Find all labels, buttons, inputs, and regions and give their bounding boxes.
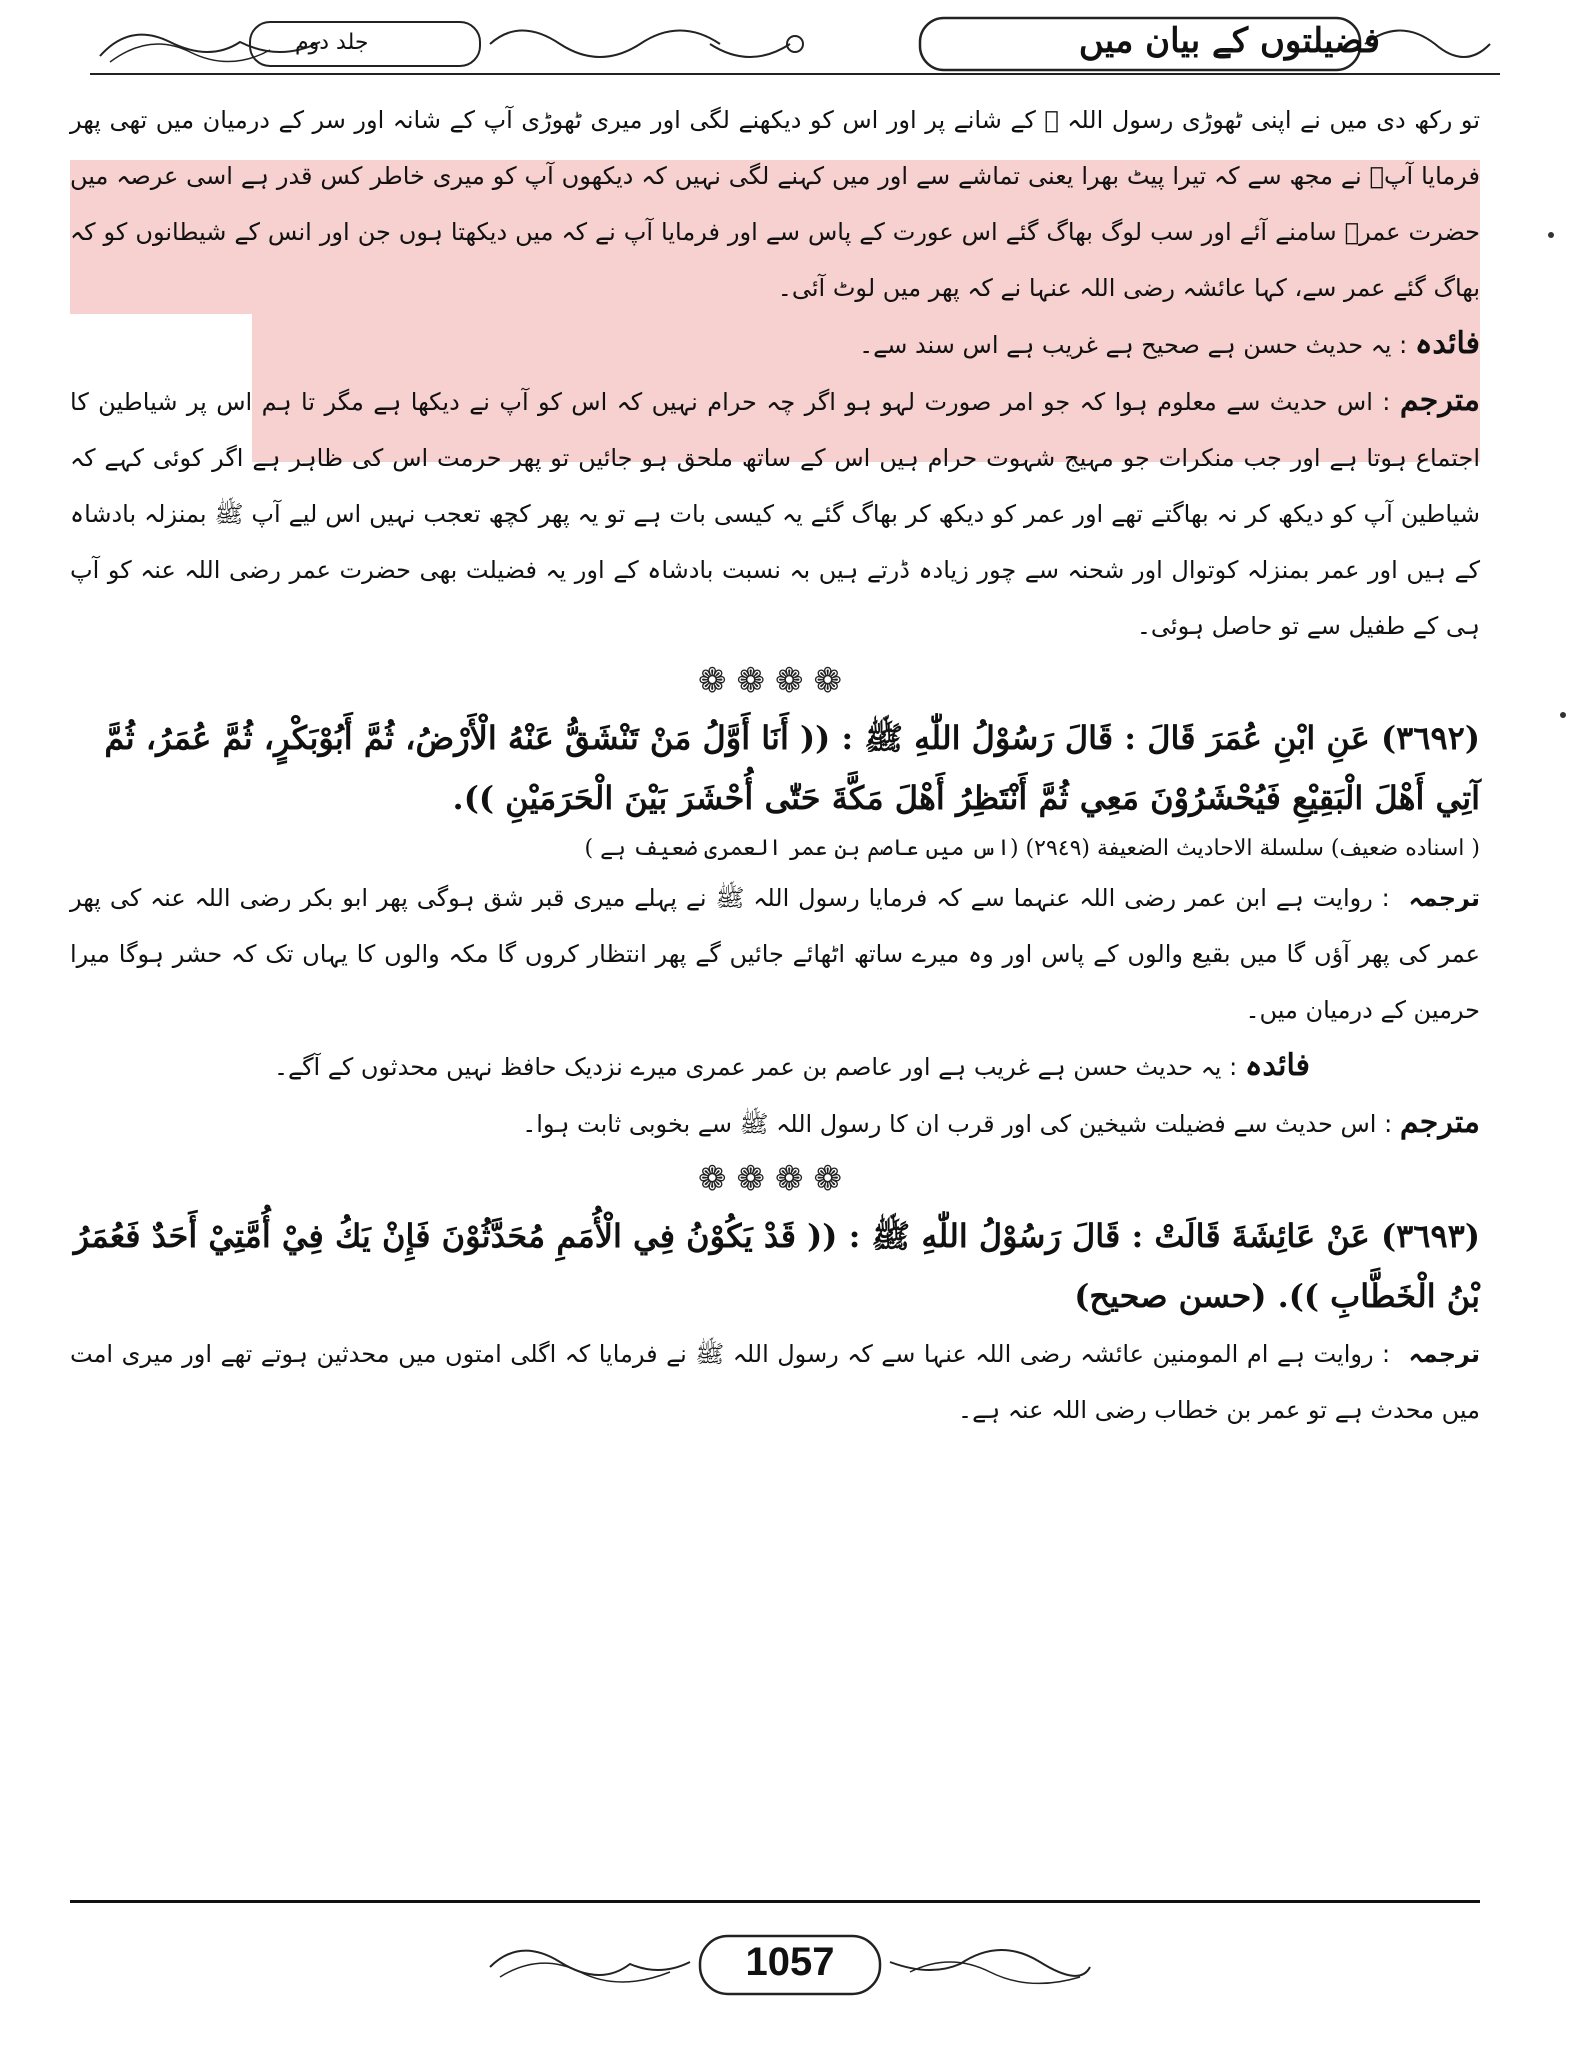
translation-text: : روایت ہے ام المومنین عائشہ رضی اللہ عنہا سے کہ رسول اللہ ﷺ نے فرمایا کہ اگلی امتوں میں محدثین ہوتے تھے اور میری امت میں محدث ہے تو عمر بن خطاب رضی اللہ عنہ ہے۔ bbox=[70, 1340, 1480, 1424]
margin-dot bbox=[1548, 232, 1554, 238]
tarjuma-label: ترجمہ bbox=[1408, 1340, 1480, 1368]
page-number: 1057 bbox=[745, 1940, 835, 1984]
fawaid-note-2 bbox=[70, 1038, 1480, 1095]
mutarjim-label: مترجم bbox=[1399, 383, 1480, 418]
page-header bbox=[90, 12, 1500, 76]
page-content bbox=[70, 92, 1480, 1438]
header-title: فضیلتوں کے بیان میں bbox=[1078, 21, 1380, 61]
translation-text: : روایت ہے ابن عمر رضی اللہ عنہما سے کہ فرمایا رسول اللہ ﷺ نے پہلے میری قبر شق ہوگی پھر ابو بکر رضی اللہ عنہ کی پھر عمر کی پھر آؤں گا میں بقیع والوں کے پاس اور وہ میرے ساتھ اٹھائے جائیں گے پھر انتظار کروں گا مکہ والوں کا یہاں تک کہ حشر ہوگا میرا حرمین کے درمیان میں۔ bbox=[70, 884, 1480, 1024]
tarjuma-label: ترجمہ bbox=[1408, 884, 1480, 912]
hadith-3693-translation bbox=[70, 1326, 1480, 1438]
hadith-3693-arabic: (٣٦٩٣) عَنْ عَائِشَةَ قَالَتْ : قَالَ رَسُوْلُ اللّٰهِ ﷺ : (( قَدْ يَكُوْنُ فِي الْأُمَمِ مُحَدَّثُوْنَ فَإِنْ يَكُ فِيْ أُمَّتِيْ أَحَدٌ فَعُمَرُ بْنُ الْخَطَّابِ )). (حسن صحيح) bbox=[73, 1217, 1480, 1315]
fawaid-text: : یہ حدیث حسن ہے صحیح ہے غریب ہے اس سند سے۔ bbox=[859, 331, 1408, 359]
page-footer bbox=[480, 1922, 1100, 2012]
fawaid-label: فائدہ bbox=[1244, 1048, 1310, 1083]
translator-note-2 bbox=[70, 1095, 1480, 1152]
fawaid-note bbox=[70, 316, 1480, 373]
hadith-3692-arabic: (٣٦٩٢) عَنِ ابْنِ عُمَرَ قَالَ : قَالَ رَسُوْلُ اللّٰهِ ﷺ : (( أَنَا أَوَّلُ مَنْ تَنْشَقُّ عَنْهُ الْأَرْضُ، ثُمَّ أَبُوْبَكْرٍ، ثُمَّ عُمَرُ، ثُمَّ آتِي أَهْلَ الْبَقِيْعِ فَيُحْشَرُوْنَ مَعِي ثُمَّ أَنْتَظِرُ أَهْلَ مَكَّةَ حَتّٰى أُحْشَرَ بَيْنَ الْحَرَمَيْنِ )). bbox=[104, 719, 1480, 817]
mutarjim-text: : اس حدیث سے معلوم ہوا کہ جو امر صورت لہو ہو اگر چہ حرام نہیں کہ اس کو آپ نے دیکھا ہے مگر تا ہم اس پر شیاطین کا اجتماع ہوتا ہے اور جب منکرات جو مہیج شہوت حرام ہیں اس کے ساتھ ملحق ہو جائیں تو پھر حرمت اس کی ظاہر ہے اگر کوئی کہے کہ شیاطین آپ کو دیکھ کر نہ بھاگتے تھے اور عمر کو دیکھ کر بھاگ گئے یہ کیسی بات ہے تو یہ پھر کچھ تعجب نہیں اس لیے آپ ﷺ بمنزلہ بادشاہ کے ہیں اور عمر بمنزلہ کوتوال اور شحنہ سے چور زیادہ ڈرتے ہیں بہ نسبت بادشاہ کے اور یہ فضیلت بھی حضرت عمر رضی اللہ عنہ کو آپ ہی کے طفیل سے تو حاصل ہوئی۔ bbox=[70, 388, 1480, 640]
translator-note bbox=[70, 373, 1480, 654]
fawaid-label: فائدہ bbox=[1414, 326, 1480, 361]
section-divider: ❁❁❁❁ bbox=[698, 661, 852, 701]
fawaid-text: : یہ حدیث حسن ہے غریب ہے اور عاصم بن عمر عمری میرے نزدیک حافظ نہیں محدثوں کے آگے۔ bbox=[273, 1053, 1238, 1081]
margin-dot bbox=[1560, 712, 1566, 718]
section-divider: ❁❁❁❁ bbox=[698, 1159, 852, 1199]
mutarjim-text: : اس حدیث سے فضیلت شیخین کی اور قرب ان کا رسول اللہ ﷺ سے بخوبی ثابت ہوا۔ bbox=[522, 1110, 1393, 1138]
header-volume: جلد دوم bbox=[295, 30, 369, 55]
hadith-continuation: تو رکھ دی میں نے اپنی ٹھوڑی رسول اللہ ﷺ کے شانے پر اور اس کو دیکھنے لگی اور میری ٹھوڑی آپ کے شانہ اور سر کے درمیان میں تھی پھر فرمایا آپؐ نے مجھ سے کہ تیرا پیٹ بھرا یعنی تماشے سے اور میں کہنے لگی نہیں کہ دیکھوں آپ کو میری خاطر کس قدر ہے اسی عرصہ میں حضرت عمرؓ سامنے آئے اور سب لوگ بھاگ گئے اس عورت کے پاس سے اور فرمایا آپ نے کہ میں دیکھتا ہوں جن اور انس کے شیطانوں کو کہ بھاگ گئے عمر سے، کہا عائشہ رضی اللہ عنہا نے کہ پھر میں لوٹ آئی۔ bbox=[70, 106, 1480, 302]
mutarjim-label: مترجم bbox=[1399, 1105, 1480, 1140]
footer-rule bbox=[70, 1900, 1480, 1903]
hadith-3692-reference: ( اسناده ضعيف) سلسلة الاحاديث الضعيفة (٢٩٤٩) (اس میں عاصم بن عمر العمری ضعیف ہے ) bbox=[584, 836, 1480, 861]
hadith-3692-translation bbox=[70, 870, 1480, 1038]
